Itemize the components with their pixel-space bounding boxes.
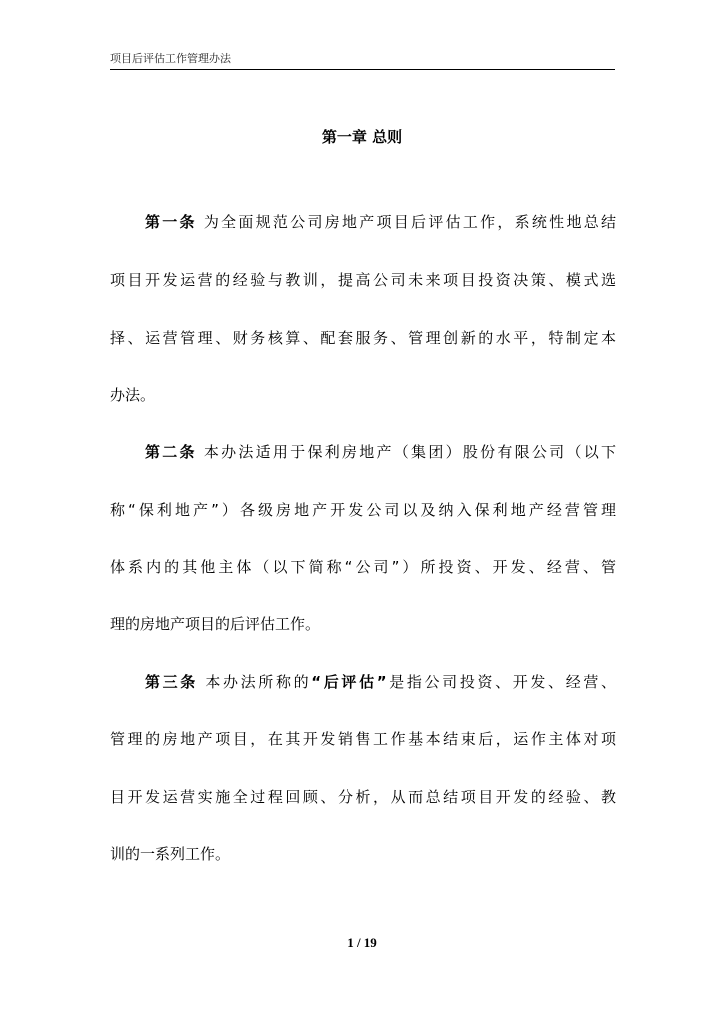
article-3-line-3: 目开发运营实施全过程回顾、分析，从而总结项目开发的经验、教 xyxy=(110,788,616,806)
article-2-line-4: 理的房地产项目的后评估工作。 xyxy=(110,615,321,633)
article-1-line-1 xyxy=(145,212,616,232)
article-1-label: 第一条 xyxy=(145,213,197,231)
article-3-line-2: 管理的房地产项目，在其开发销售工作基本结束后，运作主体对项 xyxy=(110,730,616,748)
article-3-line-4: 训的一系列工作。 xyxy=(110,845,231,863)
article-3-label: 第三条 xyxy=(145,673,198,691)
article-1-line-3: 择、运营管理、财务核算、配套服务、管理创新的水平，特制定本 xyxy=(110,329,616,347)
article-2-label: 第二条 xyxy=(145,443,197,461)
chapter-title: 第一章 总则 xyxy=(321,128,403,146)
article-3-line-1 xyxy=(145,672,616,692)
article-2-line-1 xyxy=(145,442,616,462)
article-3-term: “后评估” xyxy=(311,673,387,691)
article-1-line-4: 办法。 xyxy=(110,386,156,404)
article-2-text: 本办法适用于保利房地产（集团）股份有限公司（以下 xyxy=(196,443,616,461)
running-header: 项目后评估工作管理办法 xyxy=(110,52,615,70)
article-2-line-3: 体系内的其他主体（以下简称“公司”）所投资、开发、经营、管 xyxy=(110,558,616,576)
article-3-text: 本办法所称的 xyxy=(197,673,312,691)
page-number: 1 / 19 xyxy=(347,935,377,950)
article-1-line-2: 项目开发运营的经验与教训，提高公司未来项目投资决策、模式选 xyxy=(110,271,616,289)
article-2-line-2: 称“保利地产”）各级房地产开发公司以及纳入保利地产经营管理 xyxy=(110,501,616,519)
article-1-text: 为全面规范公司房地产项目后评估工作，系统性地总结 xyxy=(196,213,616,231)
article-3-text-after-term: 是指公司投资、开发、经营、 xyxy=(386,673,616,691)
